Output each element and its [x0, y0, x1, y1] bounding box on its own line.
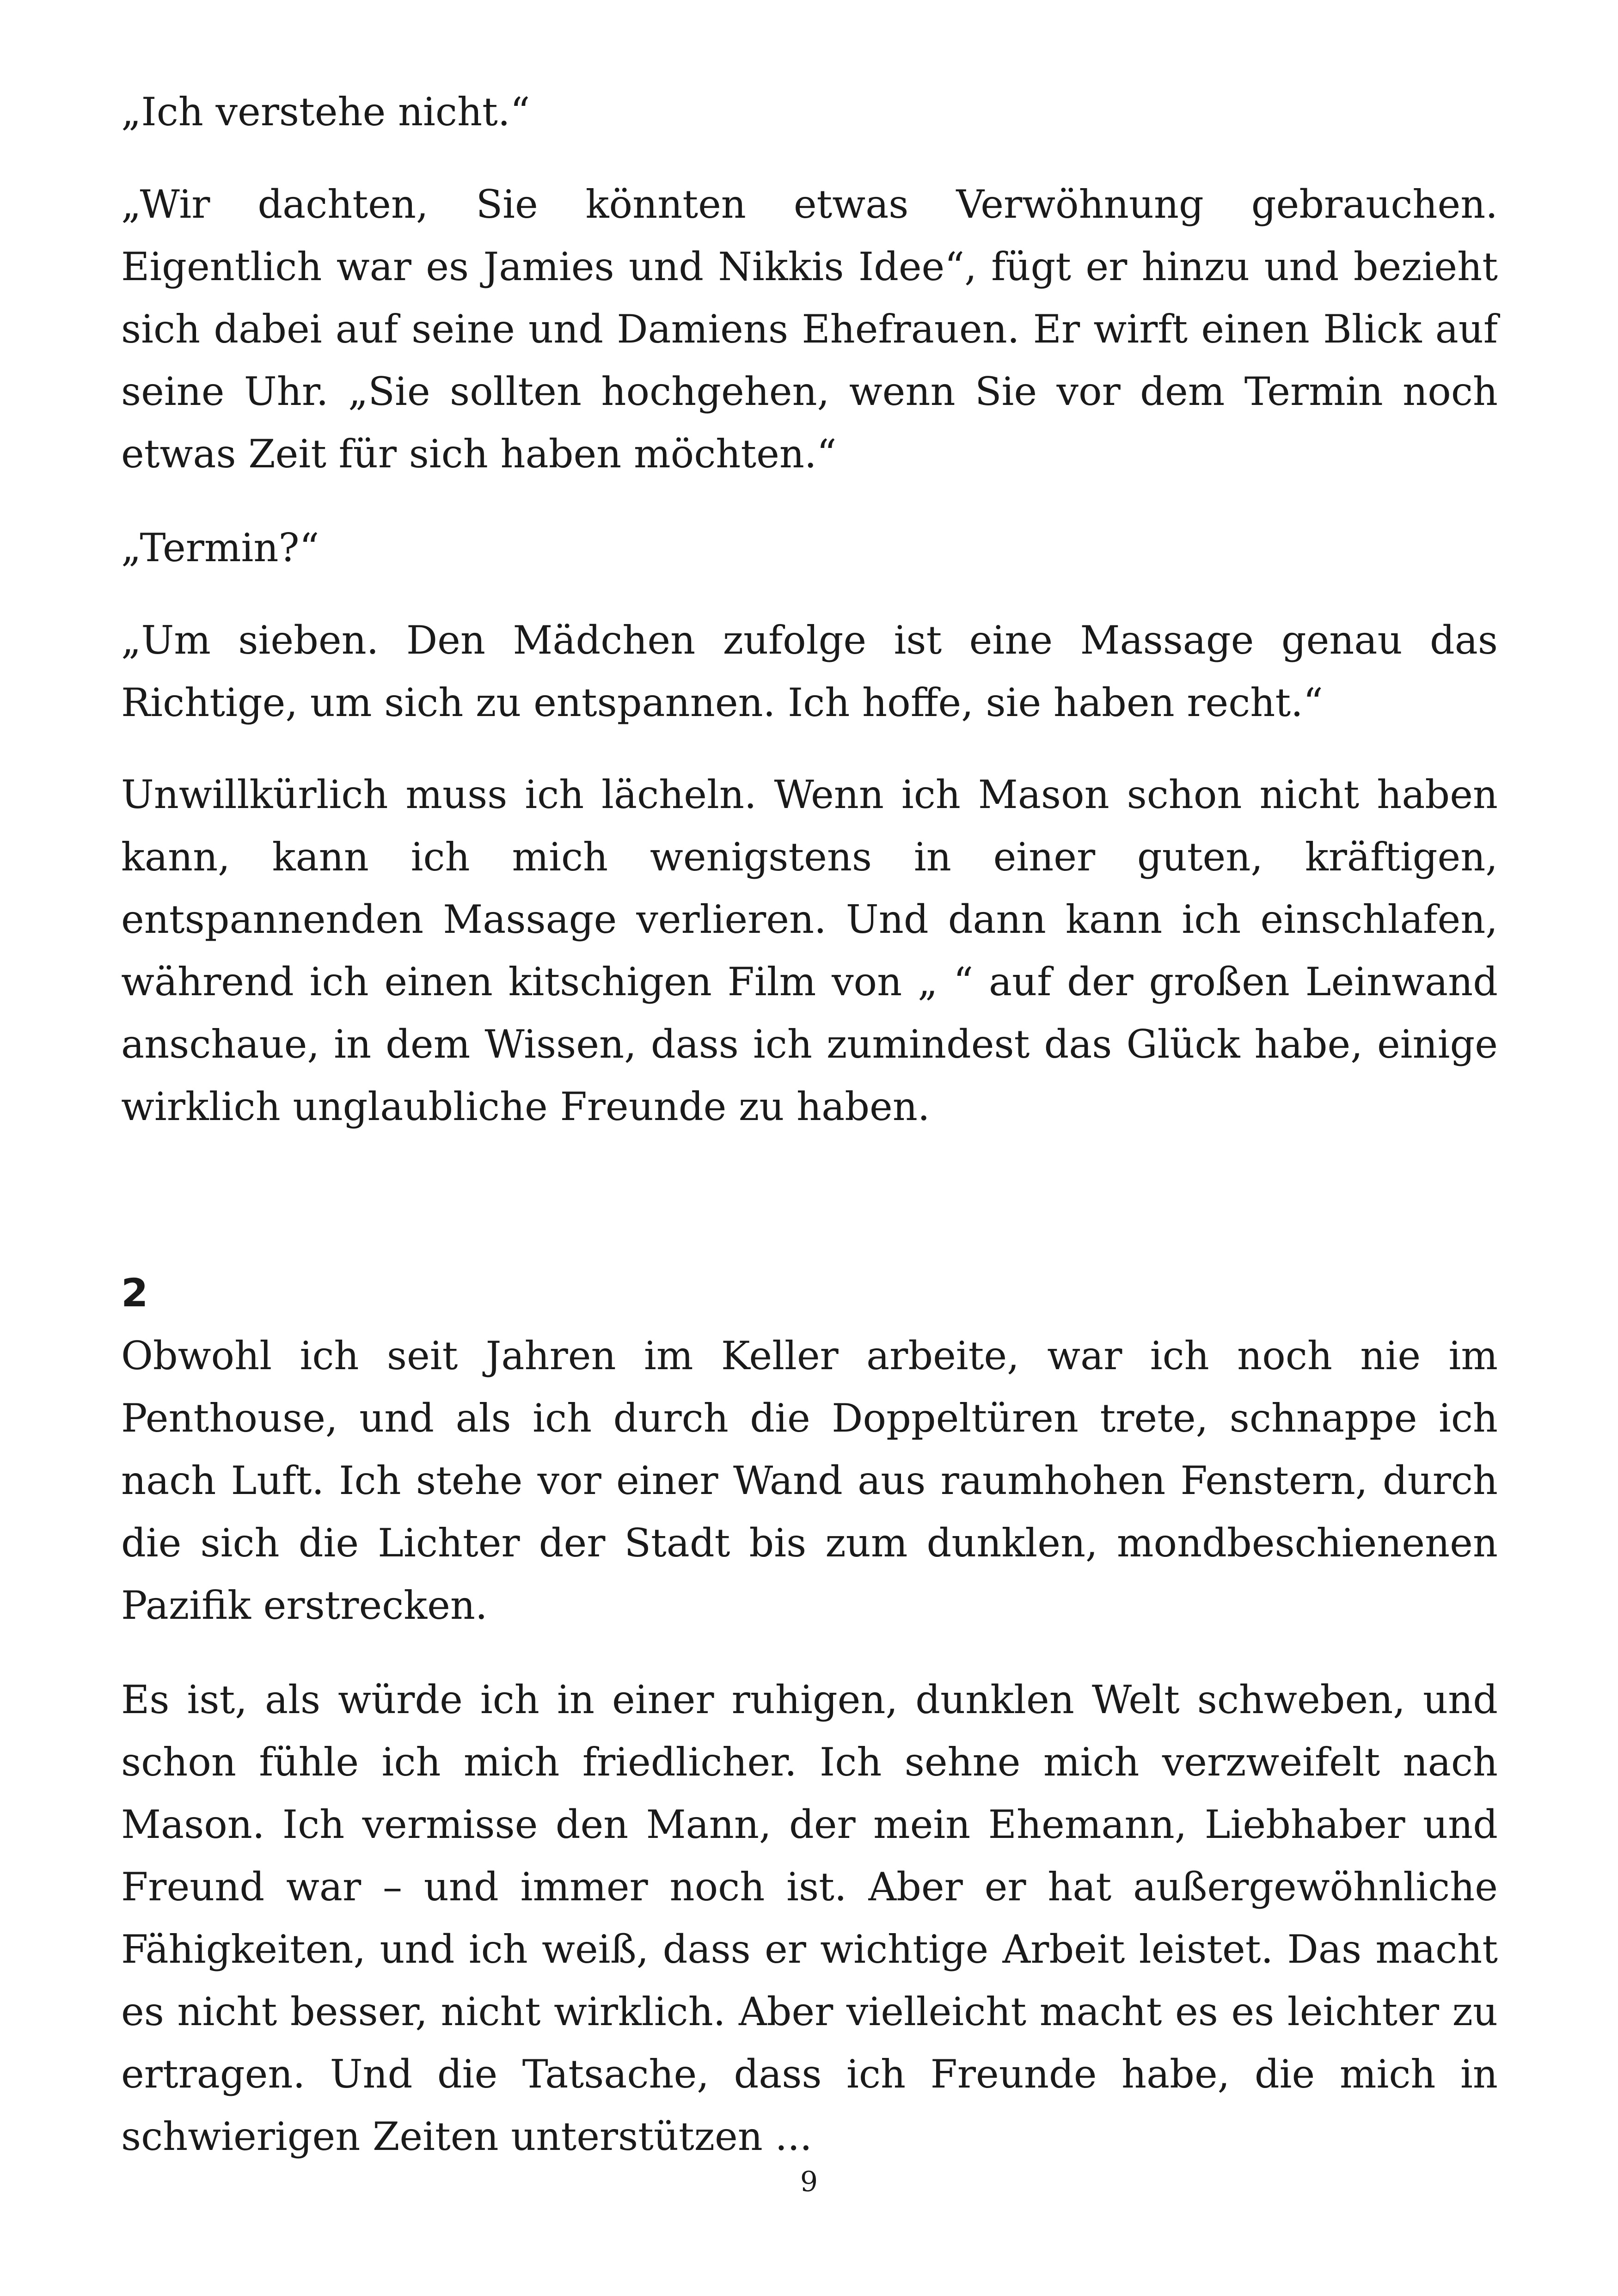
paragraph-ich-verstehe-nicht: „Ich verstehe nicht.“	[121, 89, 530, 135]
paragraph-es-ist-als: Es ist, als würde ich in einer ruhigen, dunklen Welt schweben, und schon fühle ich mich friedlicher. Ich sehne mich verzweifelt nach Mason. Ich vermisse den Mann, der mein Ehemann, Liebhaber und Freund war – und immer noch ist. Aber er hat außergewöhnliche Fähigkeiten, und ich weiß, dass er wichtige Arbeit leistet. Das macht es nicht besser, nicht wirklich. Aber vielleicht macht es es leichter zu ertragen. Und die Tatsache, dass ich Freunde habe, die mich in schwierigen Zeiten unterstützen ...	[121, 1677, 1498, 2159]
paragraph-obwohl: Obwohl ich seit Jahren im Keller arbeite, war ich noch nie im Penthouse, und als ich durch die Doppeltüren trete, schnappe ich nach Luft. Ich stehe vor einer Wand aus raumhohen Fenstern, durch die sich die Lichter der Stadt bis zum dunklen, mondbeschienenen Pazifik erstrecken.	[121, 1333, 1498, 1628]
chapter-heading: 2	[121, 1270, 148, 1316]
page-number: 9	[800, 2166, 818, 2198]
paragraph-um-sieben: „Um sieben. Den Mädchen zufolge ist eine Massage genau das Richtige, um sich zu entspannen. Ich hoffe, sie haben recht.“	[121, 618, 1498, 725]
paragraph-termin-question: „Termin?“	[121, 525, 319, 570]
paragraph-unwillkuerlich: Unwillkürlich muss ich lächeln. Wenn ich Mason schon nicht haben kann, kann ich mich wenigstens in einer guten, kräftigen, entspannenden Massage verlieren. Und dann kann ich einschlafen, während ich einen kitschigen Film von „ “ auf der großen Leinwand anschaue, in dem Wissen, dass ich zumindest das Glück habe, einige wirklich unglaubliche Freunde zu haben.	[121, 772, 1498, 1129]
paragraph-verwoehnung: „Wir dachten, Sie könnten etwas Verwöhnung gebrauchen. Eigentlich war es Jamies und Nikkis Idee“, fügt er hinzu und bezieht sich dabei auf seine und Damiens Ehefrauen. Er wirft einen Blick auf seine Uhr. „Sie sollten hochgehen, wenn Sie vor dem Termin noch etwas Zeit für sich haben möchten.“	[121, 182, 1498, 477]
